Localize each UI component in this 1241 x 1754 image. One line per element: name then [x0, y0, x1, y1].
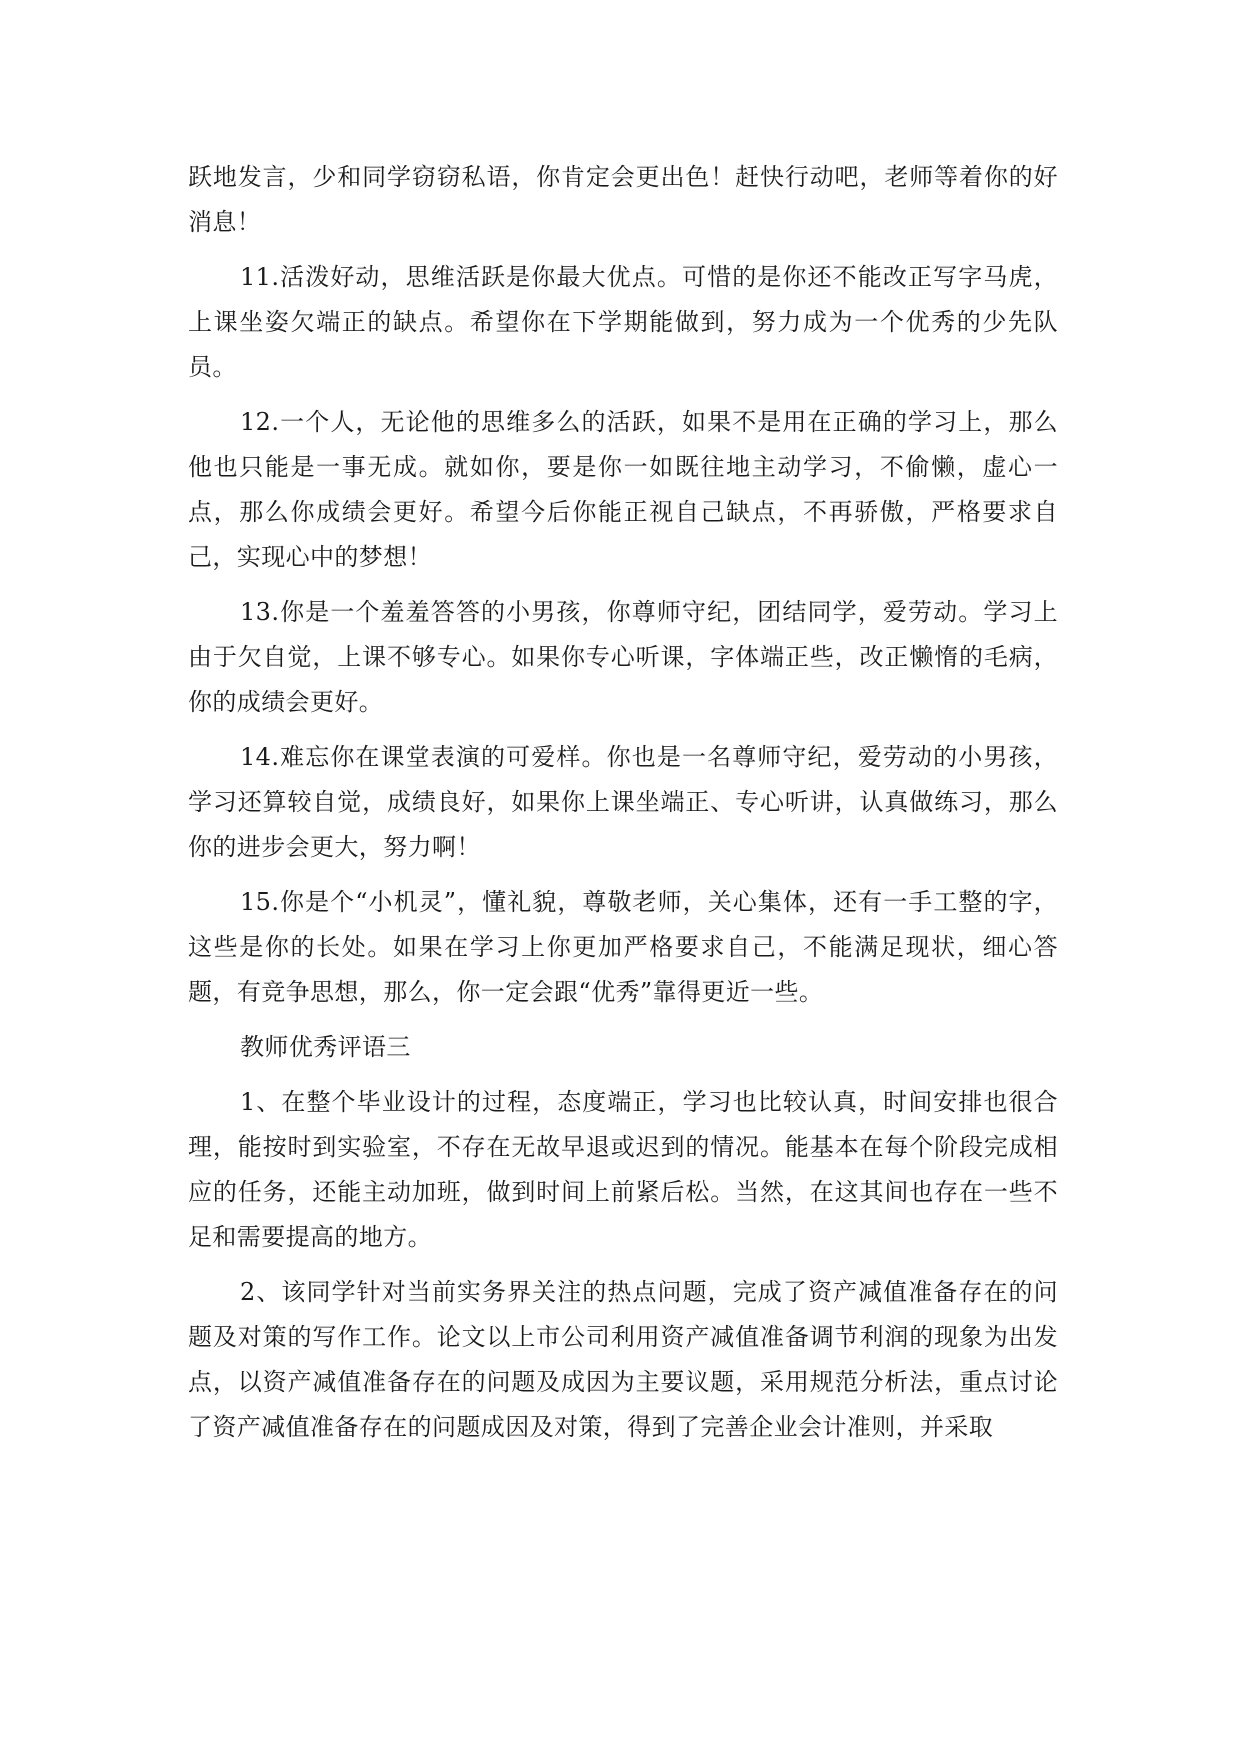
comment-item-12: 12.一个人，无论他的思维多么的活跃，如果不是用在正确的学习上，那么他也只能是一事无成。就如你，要是你一如既往地主动学习，不偷懒，虚心一点，那么你成绩会更好。希望今后你能正视自己缺点，不再骄傲，严格要求自己，实现心中的梦想！: [188, 408, 1058, 571]
comment-item-13: 13.你是一个羞羞答答的小男孩，你尊师守纪，团结同学，爱劳动。学习上由于欠自觉，上课不够专心。如果你专心听课，字体端正些，改正懒惰的毛病，你的成绩会更好。: [188, 598, 1058, 716]
paragraph-continuation: 跃地发言，少和同学窃窃私语，你肯定会更出色！赶快行动吧，老师等着你的好消息！: [188, 163, 1058, 236]
section-heading: 教师优秀评语三: [240, 1033, 411, 1061]
document-body: [188, 155, 1058, 1460]
comment-item-15: 15.你是个“小机灵”，懂礼貌，尊敬老师，关心集体，还有一手工整的字，这些是你的长处。如果在学习上你更加严格要求自己，不能满足现状，细心答题，有竞争思想，那么，你一定会跟“优秀”靠得更近一些。: [188, 888, 1058, 1006]
comment-item-14: 14.难忘你在课堂表演的可爱样。你也是一名尊师守纪，爱劳动的小男孩，学习还算较自觉，成绩良好，如果你上课坐端正、专心听讲，认真做练习，那么你的进步会更大，努力啊！: [188, 743, 1058, 861]
comment-item-2: 2、该同学针对当前实务界关注的热点问题，完成了资产减值准备存在的问题及对策的写作工作。论文以上市公司利用资产减值准备调节利润的现象为出发点，以资产减值准备存在的问题及成因为主要议题，采用规范分析法，重点讨论了资产减值准备存在的问题成因及对策，得到了完善企业会计准则，并采取: [188, 1278, 1058, 1441]
comment-item-1: 1、在整个毕业设计的过程，态度端正，学习也比较认真，时间安排也很合理，能按时到实验室，不存在无故早退或迟到的情况。能基本在每个阶段完成相应的任务，还能主动加班，做到时间上前紧后松。当然，在这其间也存在一些不足和需要提高的地方。: [188, 1088, 1058, 1251]
comment-item-11: 11.活泼好动，思维活跃是你最大优点。可惜的是你还不能改正写字马虎，上课坐姿欠端正的缺点。希望你在下学期能做到，努力成为一个优秀的少先队员。: [188, 263, 1058, 381]
